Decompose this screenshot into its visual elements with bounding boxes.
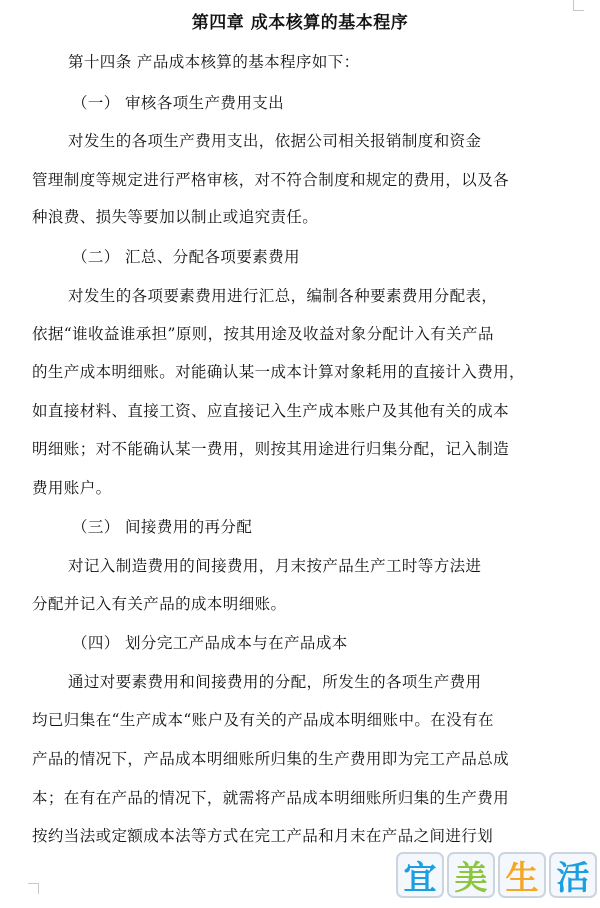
- watermark-char: 活: [549, 852, 597, 898]
- paragraph-line: 本；在有在产品的情况下，就需将产品成本明细账所归集的生产费用: [32, 789, 510, 807]
- paragraph-line: 分配并记入有关产品的成本明细账。: [32, 595, 287, 613]
- paragraph-line: 对发生的各项生产费用支出，依据公司相关报销制度和资金: [68, 132, 482, 150]
- section-heading: （一） 审核各项生产费用支出: [72, 94, 285, 112]
- paragraph-line: 种浪费、损失等要加以制止或追究责任。: [32, 208, 319, 226]
- paragraph-line: 产品的情况下，产品成本明细账所归集的生产费用即为完工产品总成: [32, 750, 510, 768]
- watermark-char: 美: [447, 852, 495, 898]
- chapter-title: 第四章 成本核算的基本程序: [191, 13, 409, 33]
- watermark-char: 生: [498, 852, 546, 898]
- paragraph-line: 按约当法或定额成本法等方式在完工产品和月末在产品之间进行划: [32, 827, 494, 845]
- watermark-char: 宜: [396, 852, 444, 898]
- section-heading: （二） 汇总、分配各项要素费用: [72, 248, 300, 266]
- paragraph-line: 的生产成本明细账。对能确认某一成本计算对象耗用的直接计入费用，: [32, 363, 525, 381]
- article-heading: 第十四条 产品成本核算的基本程序如下：: [68, 53, 360, 71]
- paragraph-line: 明细账；对不能确认某一费用，则按其用途进行归集分配，记入制造: [32, 440, 510, 458]
- paragraph-line: 通过对要素费用和间接费用的分配，所发生的各项生产费用: [68, 673, 482, 691]
- paragraph-line: 管理制度等规定进行严格审核，对不符合制度和规定的费用，以及各: [32, 171, 510, 189]
- paragraph-line: 对记入制造费用的间接费用，月末按产品生产工时等方法进: [68, 557, 482, 575]
- paragraph-line: 依据“谁收益谁承担”原则，按其用途及收益对象分配计入有关产品: [32, 325, 494, 343]
- watermark-logo: [396, 852, 597, 898]
- paragraph-line: 如直接材料、直接工资、应直接记入生产成本账户及其他有关的成本: [32, 402, 510, 420]
- section-heading: （四） 划分完工产品成本与在产品成本: [72, 634, 348, 652]
- paragraph-line: 对发生的各项要素费用进行汇总，编制各种要素费用分配表，: [68, 287, 498, 305]
- section-heading: （三） 间接费用的再分配: [72, 518, 253, 536]
- corner-mark: [28, 883, 39, 894]
- paragraph-line: 费用账户。: [32, 479, 112, 497]
- paragraph-line: 均已归集在“生产成本“账户及有关的产品成本明细账中。在没有在: [32, 711, 494, 729]
